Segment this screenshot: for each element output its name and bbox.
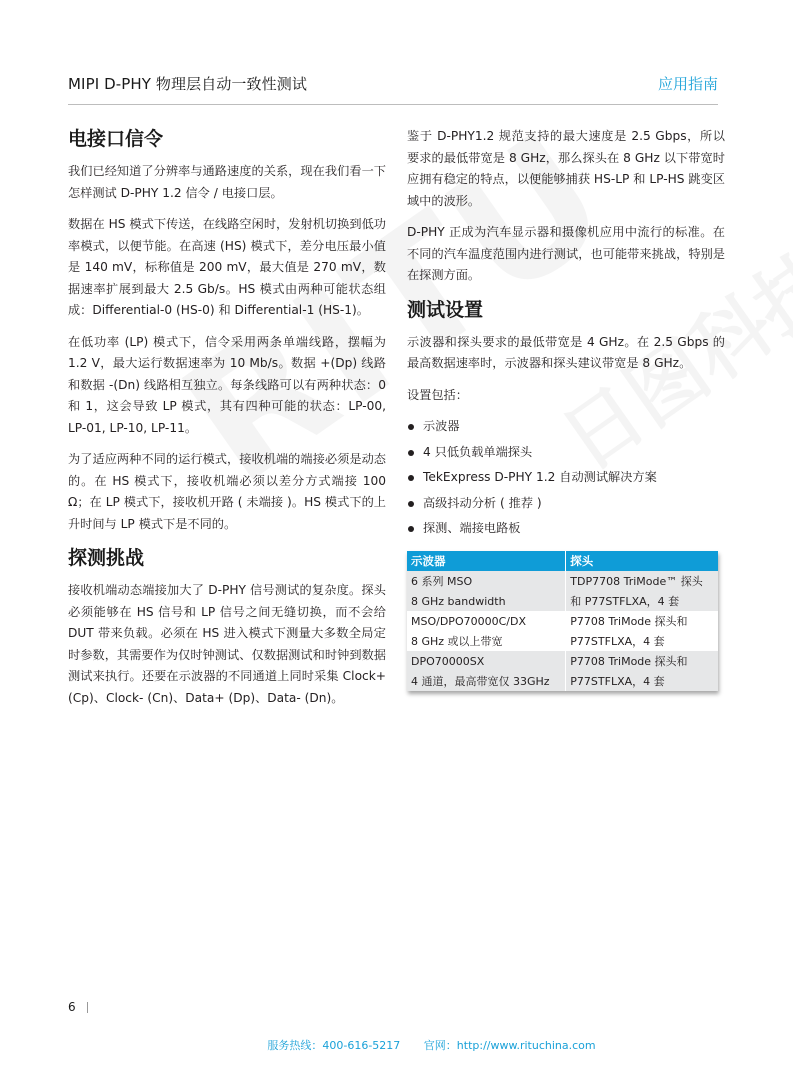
- table-row: [407, 611, 718, 631]
- page-number-divider: [87, 1002, 88, 1013]
- table-cell: 6 系列 MSO: [407, 571, 566, 591]
- table-row: [407, 671, 718, 691]
- paragraph: 在低功率 (LP) 模式下，信令采用两条单端线路，摆幅为 1.2 V，最大运行数据速率为 10 Mb/s。数据 +(Dp) 线路和数据 -(Dn) 线路相互独立。每条线路可以有两种状态：0 和 1，这会导致 LP 模式，其有四种可能的状态：LP-00, LP-01, LP-10, LP-11。: [68, 334, 386, 435]
- table-row: [407, 571, 718, 591]
- section-heading-probing-challenges: 探测挑战: [68, 547, 145, 569]
- website-link[interactable]: 官网：http://www.rituchina.com: [423, 1039, 596, 1052]
- paragraph: 为了适应两种不同的运行模式，接收机端的端接必须是动态的。在 HS 模式下，接收机端必须以差分方式端接 100 Ω；在 LP 模式下，接收机开路 ( 未端接 )。HS 模式下的上升时间与 LP 模式下是不同的。: [68, 452, 386, 531]
- table-row: [407, 591, 718, 611]
- table-cell: 8 GHz bandwidth: [407, 591, 566, 611]
- paragraph: D-PHY 正成为汽车显示器和摄像机应用中流行的标准。在不同的汽车温度范围内进行测试，也可能带来挑战，特别是在探测方面。: [407, 225, 725, 282]
- table-cell: 8 GHz 或以上带宽: [407, 631, 566, 651]
- table-cell: 4 通道，最高带宽仅 33GHz: [407, 671, 566, 691]
- table-header-row: [407, 551, 718, 571]
- header-divider: [68, 104, 718, 105]
- paragraph: 鉴于 D-PHY1.2 规范支持的最大速度是 2.5 Gbps，所以要求的最低带宽是 8 GHz，那么探头在 8 GHz 以下带宽时应拥有稳定的特点，以便能够捕获 HS-LP 和 LP-HS 跳变区域中的波形。: [407, 129, 725, 208]
- paragraph: 示波器和探头要求的最低带宽是 4 GHz。在 2.5 Gbps 的最高数据速率时，示波器和探头建议带宽是 8 GHz。: [407, 334, 725, 370]
- list-item: 高级抖动分析 ( 推荐 ): [407, 493, 725, 514]
- table-cell: MSO/DPO70000C/DX: [407, 611, 566, 631]
- table-cell: 和 P77STFLXA，4 套: [566, 591, 718, 611]
- section-heading-electrical-signaling: 电接口信令: [68, 128, 164, 150]
- document-title: MIPI D-PHY 物理层自动一致性测试: [68, 75, 307, 93]
- paragraph: 接收机端动态端接加大了 D-PHY 信号测试的复杂度。探头必须能够在 HS 信号和 LP 信号之间无缝切换，而不会给 DUT 带来负载。必须在 HS 进入模式下测量大多数全局定时参数，其需要作为仅时钟测试、仅数据测试和时钟到数据测试来执行。还要在示波器的不同通道上同时采集 Clock+ (Cp)、Clock- (Cn)、Data+ (Dp)、Data- (Dn)。: [68, 583, 386, 705]
- setup-list: [407, 416, 725, 539]
- footer-contact: [0, 1037, 793, 1053]
- table-cell: P77STFLXA，4 套: [566, 631, 718, 651]
- page-number: 6: [68, 1000, 76, 1014]
- section-heading-test-setup: 测试设置: [407, 298, 484, 321]
- paragraph: 我们已经知道了分辨率与通路速度的关系，现在我们看一下怎样测试 D-PHY 1.2 信令 / 电接口层。: [68, 164, 386, 200]
- table-row: [407, 631, 718, 651]
- list-item: 探测、端接电路板: [407, 518, 725, 539]
- column-header-probe: 探头: [566, 551, 718, 571]
- paragraph: 设置包括：: [407, 387, 468, 402]
- table-cell: P7708 TriMode 探头和: [566, 651, 718, 671]
- right-column: [407, 126, 725, 691]
- table-row: [407, 651, 718, 671]
- oscilloscope-probe-table: [407, 551, 718, 691]
- table-cell: P7708 TriMode 探头和: [566, 611, 718, 631]
- table-cell: DPO70000SX: [407, 651, 566, 671]
- service-hotline: 服务热线：400-616-5217: [267, 1039, 401, 1052]
- column-header-oscilloscope: 示波器: [407, 551, 566, 571]
- left-column: [68, 126, 386, 719]
- list-item: TekExpress D-PHY 1.2 自动测试解决方案: [407, 467, 725, 488]
- table-cell: P77STFLXA，4 套: [566, 671, 718, 691]
- paragraph: 数据在 HS 模式下传送，在线路空闲时，发射机切换到低功率模式，以便节能。在高速 (HS) 模式下，差分电压最小值是 140 mV，标称值是 200 mV，最大值是 270 mV，数据速率扩展到最大 2.5 Gb/s。HS 模式由两种可能状态组成：Differential-0 (HS-0) 和 Differential-1 (HS-1)。: [68, 217, 386, 317]
- table-cell: TDP7708 TriMode™ 探头: [566, 571, 718, 591]
- document-category: 应用指南: [657, 75, 718, 93]
- list-item: 4 只低负载单端探头: [407, 442, 725, 463]
- list-item: 示波器: [407, 416, 725, 437]
